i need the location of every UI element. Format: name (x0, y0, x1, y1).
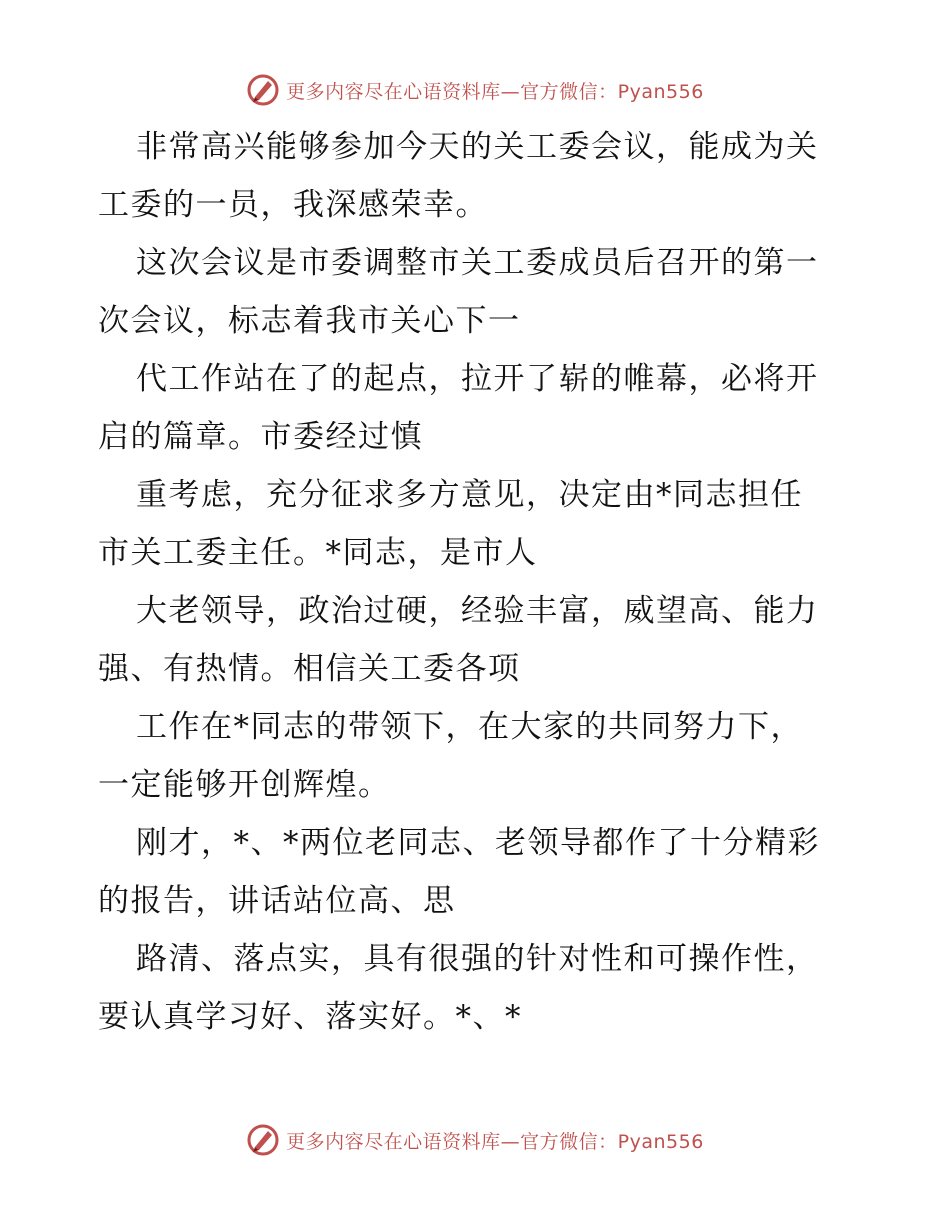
paragraph (98, 234, 858, 350)
paragraph-line: 这次会议是市委调整市关工委成员后召开的第一 (136, 245, 819, 281)
paragraph-line: 刚才，*、*两位老同志、老领导都作了十分精彩 (136, 825, 820, 861)
paragraph (98, 582, 858, 698)
pen-logo-icon (246, 73, 280, 107)
footer-site-label: 更多内容尽在心语资料库—官方微信： (286, 1130, 618, 1153)
paragraph (98, 466, 858, 582)
paragraph (98, 350, 858, 466)
paragraph-line: 路清、落点实，具有很强的针对性和可操作性， (136, 941, 819, 977)
paragraph (98, 930, 858, 1046)
paragraph-line: 工委的一员，我深感荣幸。 (98, 187, 488, 223)
pen-logo-icon (246, 1123, 280, 1157)
paragraph-line: 大老领导，政治过硬，经验丰富，威望高、能力 (136, 593, 819, 629)
header-site-text (286, 77, 704, 104)
paragraph (98, 118, 858, 234)
header-site-label: 更多内容尽在心语资料库—官方微信： (286, 80, 618, 103)
header-banner (0, 70, 950, 110)
paragraph-line: 非常高兴能够参加今天的关工委会议，能成为关 (136, 129, 819, 165)
paragraph-line: 重考虑，充分征求多方意见，决定由*同志担任 (136, 477, 803, 513)
document-body (98, 118, 858, 1046)
paragraph (98, 814, 858, 930)
paragraph (98, 698, 858, 814)
footer-site-text (286, 1127, 704, 1154)
paragraph-line: 强、有热情。相信关工委各项 (98, 651, 521, 687)
paragraph-line: 一定能够开创辉煌。 (98, 767, 391, 803)
paragraph-line: 代工作站在了的起点，拉开了崭的帷幕，必将开 (136, 361, 819, 397)
paragraph-line: 要认真学习好、落实好。*、* (98, 999, 522, 1035)
footer-banner (0, 1120, 950, 1160)
header-wechat-id: Pyan556 (617, 80, 704, 103)
footer-wechat-id: Pyan556 (617, 1130, 704, 1153)
paragraph-line: 次会议，标志着我市关心下一 (98, 303, 521, 339)
paragraph-line: 工作在*同志的带领下，在大家的共同努力下， (136, 709, 803, 745)
paragraph-line: 启的篇章。市委经过慎 (98, 419, 423, 455)
paragraph-line: 的报告，讲话站位高、思 (98, 883, 456, 919)
paragraph-line: 市关工委主任。*同志，是市人 (98, 535, 538, 571)
